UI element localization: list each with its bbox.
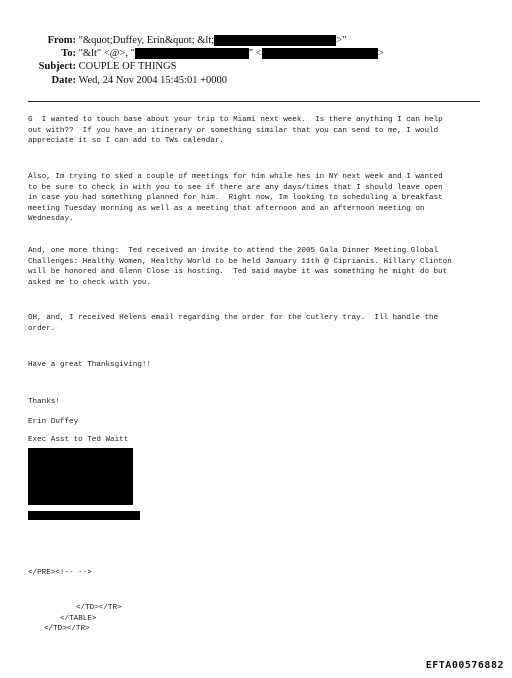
table-close: </TABLE> [60, 615, 97, 623]
redacted-block [262, 48, 378, 59]
signature-name: Erin Duffey [28, 418, 79, 426]
to-tail: > [377, 48, 384, 59]
date-label: Date: [51, 75, 76, 86]
pre-close-tag: </PRE><!-- --> [28, 569, 92, 577]
td-tr-close: </TD></TR> [76, 604, 122, 612]
paragraph-meetings: Also, Im trying to sked a couple of meetings for him while hes in NY next week and I wanted to be sure to check in with you to see if there are any days/times that I should leave open in case you had something planned for him. Right now, Im looking to scheduling a breakfast meeting Tuesday morning as well as a meeting that afternoon and an afternoon meeting on Wednesday. [28, 173, 443, 223]
paragraph-cutlery: OH, and, I received Helens email regarding the order for the cutlery tray. Ill handle the order. [28, 314, 439, 333]
to-mid: " < [248, 48, 262, 59]
paragraph-gala: And, one more thing: Ted received an invite to attend the 2005 Gala Dinner Meeting Global Challenges: Healthy Women, Healthy World to be held January 11th @ Ciprianis. Hillary Clinton will be honored and Glenn Close is hosting. Ted said maybe it was something he might do but asked me to check with you. [28, 247, 452, 287]
from-value: "&quot;Duffey, Erin&quot; &lt; [78, 35, 215, 46]
header-divider [28, 101, 480, 102]
to-label: To: [61, 48, 76, 59]
redacted-block [135, 48, 249, 59]
paragraph-trip: G I wanted to touch base about your trip to Miami next week. Is there anything I can help out with?? If you have an itinerary or something similar that you can send to me, I would appreciate it so I can add to TWs calendar. [28, 116, 443, 145]
to-value: "&lt" <@>, " [78, 48, 135, 59]
redacted-line [28, 511, 140, 520]
paragraph-thanksgiving: Have a great Thanksgiving!! [28, 361, 152, 369]
date-line [0, 75, 227, 86]
from-label: From: [47, 35, 76, 46]
subject-line [0, 61, 176, 72]
td-tr-close-outer: </TD></TR> [44, 625, 90, 633]
subject-label: Subject: [38, 61, 76, 72]
to-line [0, 48, 384, 59]
date-value: Wed, 24 Nov 2004 15:45:01 +0000 [78, 75, 228, 86]
from-tail: >" [336, 35, 347, 46]
redacted-signature-block [28, 448, 133, 505]
document-id: EFTA00576882 [425, 660, 504, 671]
subject-value: COUPLE OF THINGS [78, 61, 177, 72]
redacted-block [214, 35, 336, 46]
signoff-thanks: Thanks! [28, 398, 60, 406]
from-line [0, 35, 346, 46]
signature-title: Exec Asst to Ted Waitt [28, 436, 129, 444]
